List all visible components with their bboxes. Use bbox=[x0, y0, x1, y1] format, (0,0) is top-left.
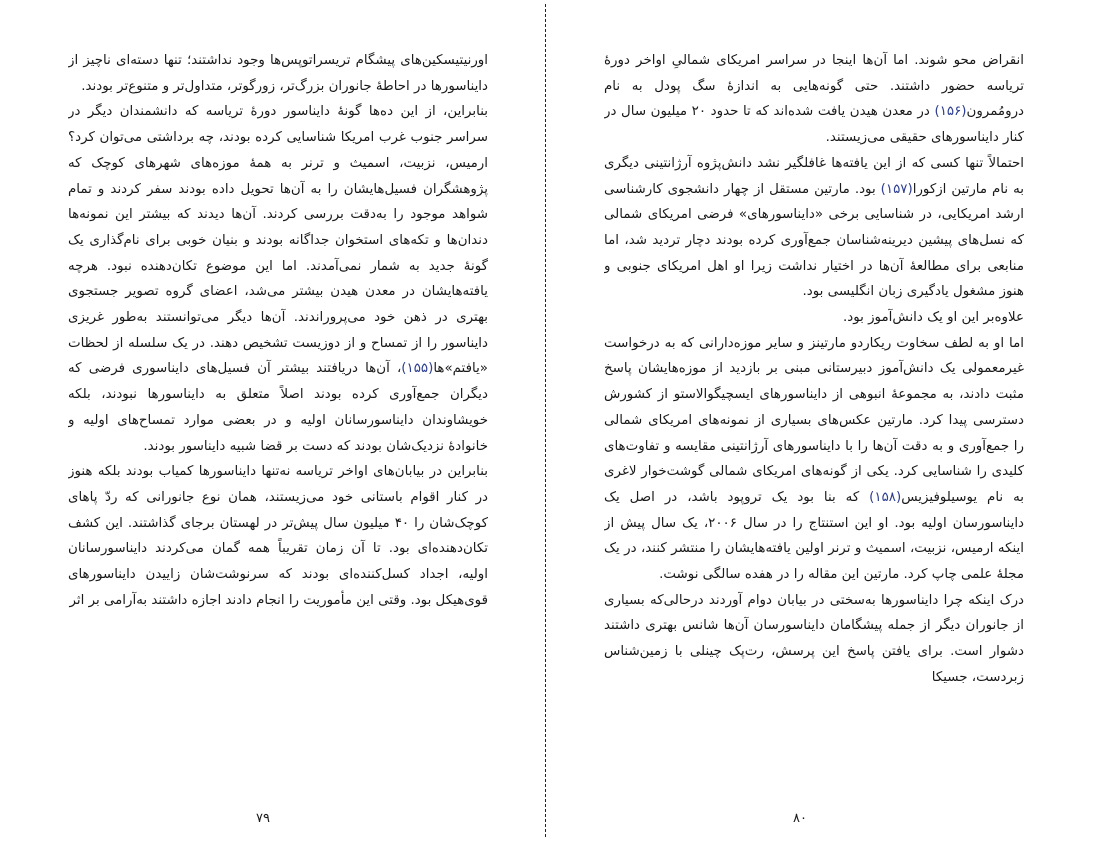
right-paragraph-5 bbox=[604, 588, 1024, 691]
page-gutter-divider bbox=[545, 4, 546, 837]
footnote-ref-155: (۱۵۵) bbox=[401, 361, 434, 377]
right-paragraph-1 bbox=[604, 48, 1024, 151]
footnote-ref-156: (۱۵۶) bbox=[934, 104, 967, 120]
footnote-ref-158: (۱۵۸) bbox=[869, 489, 902, 505]
paragraph-text: اورنیتیسکین‌های پیشگام تریسراتوپس‌ها وجود نداشتند؛ تنها دسته‌ای ناچیز از دایناسورها در احاطهٔ جانوران بزرگ‌تر، زورگوتر، متداول‌تر و متنوع‌تر بودند. bbox=[68, 53, 488, 94]
left-paragraph-3 bbox=[68, 459, 488, 613]
left-page-number: ۷۹ bbox=[256, 811, 270, 826]
right-page bbox=[604, 48, 1024, 758]
paragraph-text: در معدن هیدن یافت شده‌اند که تا حدود ۲۰ میلیون سال در کنار دایناسورهای حقیقی می‌زیستند. bbox=[604, 104, 1024, 146]
left-paragraph-1 bbox=[68, 48, 488, 99]
right-page-number: ۸۰ bbox=[793, 811, 807, 826]
paragraph-text: ، آن‌ها دریافتند بیشتر آن فسیل‌های دایناسوری فرضی که دیگران جمع‌آوری کرده بودند اصلاً متعلق به دایناسورها نبودند، بلکه خویشاوندان دایناسورسانان اولیه و در بعضی موارد تمساح‌های اولیه و خانوادهٔ نزدیک‌شان بودند که دست بر قضا شبیه دایناسور بودند. bbox=[68, 361, 488, 454]
left-page bbox=[68, 48, 488, 758]
right-paragraph-3 bbox=[604, 305, 1024, 331]
paragraph-text: بود. مارتین مستقل از چهار دانشجوی کارشناسی ارشد امریکایی، در شناسایی برخی «دایناسورهای» فرضی امریکای شمالی که نسل‌های پیشین دیرینه‌شناسان جمع‌آوری کرده بودند دچار تردید شد، اما منابعی برای مطالعهٔ آن‌ها در اختیار نداشت زیرا او اهل امریکای جنوبی و هنوز مشغول یادگیری زبان انگلیسی بود. bbox=[604, 181, 1024, 300]
paragraph-text: بنابراین، از این ده‌ها گونهٔ دایناسور دورهٔ تریاسه که دانشمندان دیگر در سراسر جنوب غرب امریکا شناسایی کرده بودند، چه برداشتی می‌توان کرد؟ ارمیس، نزبیت، اسمیث و ترنر به همهٔ موزه‌های شهرهای کوچک که پژوهشگران فسیل‌هایشان را به آن‌ها تحویل داده بودند سفر کردند و تمام شواهد موجود را به‌دقت بررسی کردند. آن‌ها دیدند که بیشتر این نمونه‌ها دندان‌ها و تکه‌های استخوان جداگانه بودند و بنیان خوبی برای نام‌گذاری یک گونهٔ جدید به شمار نمی‌آمدند. اما این موضوع تکان‌دهنده نبود. هرچه یافته‌هایشان در معدن هیدن بیشتر می‌شد، اعضای گروه تصویر جستجوی بهتری در ذهن خود می‌پروراندند. آن‌ها دیگر می‌توانستند به‌طور غریزی دایناسور را از تمساح و از دوزیست تشخیص دهند. در یک سلسله از لحظات «یافتم»ها bbox=[68, 104, 488, 377]
left-paragraph-2 bbox=[68, 99, 488, 459]
paragraph-text: احتمالاً تنها کسی که از این یافته‌ها غافلگیر نشد دانش‌پژوه آرژانتینی دیگری به نام مارتین ازکورا bbox=[604, 155, 1024, 197]
right-paragraph-2 bbox=[604, 151, 1024, 305]
footnote-ref-157: (۱۵۷) bbox=[880, 181, 913, 197]
paragraph-text: انقراض محو شوند. اما آن‌ها اینجا در سراسر امریکای شمالیِ اواخر دورهٔ تریاسه حضور داشتند. حتی گونه‌هایی به اندازهٔ سگ پودل به نام درومُمرون bbox=[604, 53, 1024, 120]
right-paragraph-4 bbox=[604, 331, 1024, 588]
paragraph-text: علاوه‌بر این او یک دانش‌آموز بود. bbox=[842, 310, 1024, 326]
paragraph-text: درک اینکه چرا دایناسورها به‌سختی در بیابان دوام آوردند درحالی‌که بسیاری از جانوران دیگر از جمله پیشگامان دایناسورسان آن‌ها شانس بهتری داشتند دشوار است. برای یافتن پاسخ این پرسش، رت‌پک چینلی با زمین‌شناس زبردست، جسیکا bbox=[604, 592, 1024, 685]
paragraph-text: اما او به لطف سخاوت ریکاردو مارتینز و سایر موزه‌دارانی که به درخواست غیرمعمولی یک دانش‌آموز دبیرستانی مبنی بر بازدید از موزه‌هایشان پاسخ مثبت دادند، به مجموعهٔ انبوهی از دایناسورهای ایسچیگوالاستو از کشورش دسترسی پیدا کرد. مارتین عکس‌های بسیاری از نمونه‌های امریکای شمالی را جمع‌آوری و به دقت آن‌ها را با دایناسورهای آرژانتینی مقایسه و تفاوت‌های کلیدی را شناسایی کرد. یکی از گونه‌های امریکای شمالی گوشت‌خوار لاغری به نام یوسیلوفیزیس bbox=[604, 335, 1024, 505]
paragraph-text: بنابراین در بیابان‌های اواخر تریاسه نه‌تنها دایناسورها کمیاب بودند بلکه هنوز در کنار اقوام باستانی خود می‌زیستند، همان نوع جانورانی که ردّ پاهای کوچک‌شان را ۴۰ میلیون سال پیش‌تر در لهستان برجای گذاشتند. این کشف تکان‌دهنده‌ای بود. تا آن زمان تقریباً همه گمان می‌کردند دایناسورسانان اولیه، اجداد کسل‌کننده‌ای بودند که سرنوشت‌شان زاییدن دایناسورهای قوی‌هیکل بود. وقتی این مأموریت را انجام دادند اجازه داشتند به‌آرامی بر اثر bbox=[68, 464, 488, 608]
paragraph-text: که بنا بود یک تروپود باشد، در اصل یک دایناسورسان اولیه بود. او این استنتاج را در سال ۲۰۰۶، یک سال پیش از اینکه ارمیس، نزبیت، اسمیث و ترنر اولین یافته‌هایشان را منتشر کنند، در یک مجلهٔ علمی چاپ کرد. مارتین این مقاله را در هفده سالگی نوشت. bbox=[604, 489, 1024, 583]
